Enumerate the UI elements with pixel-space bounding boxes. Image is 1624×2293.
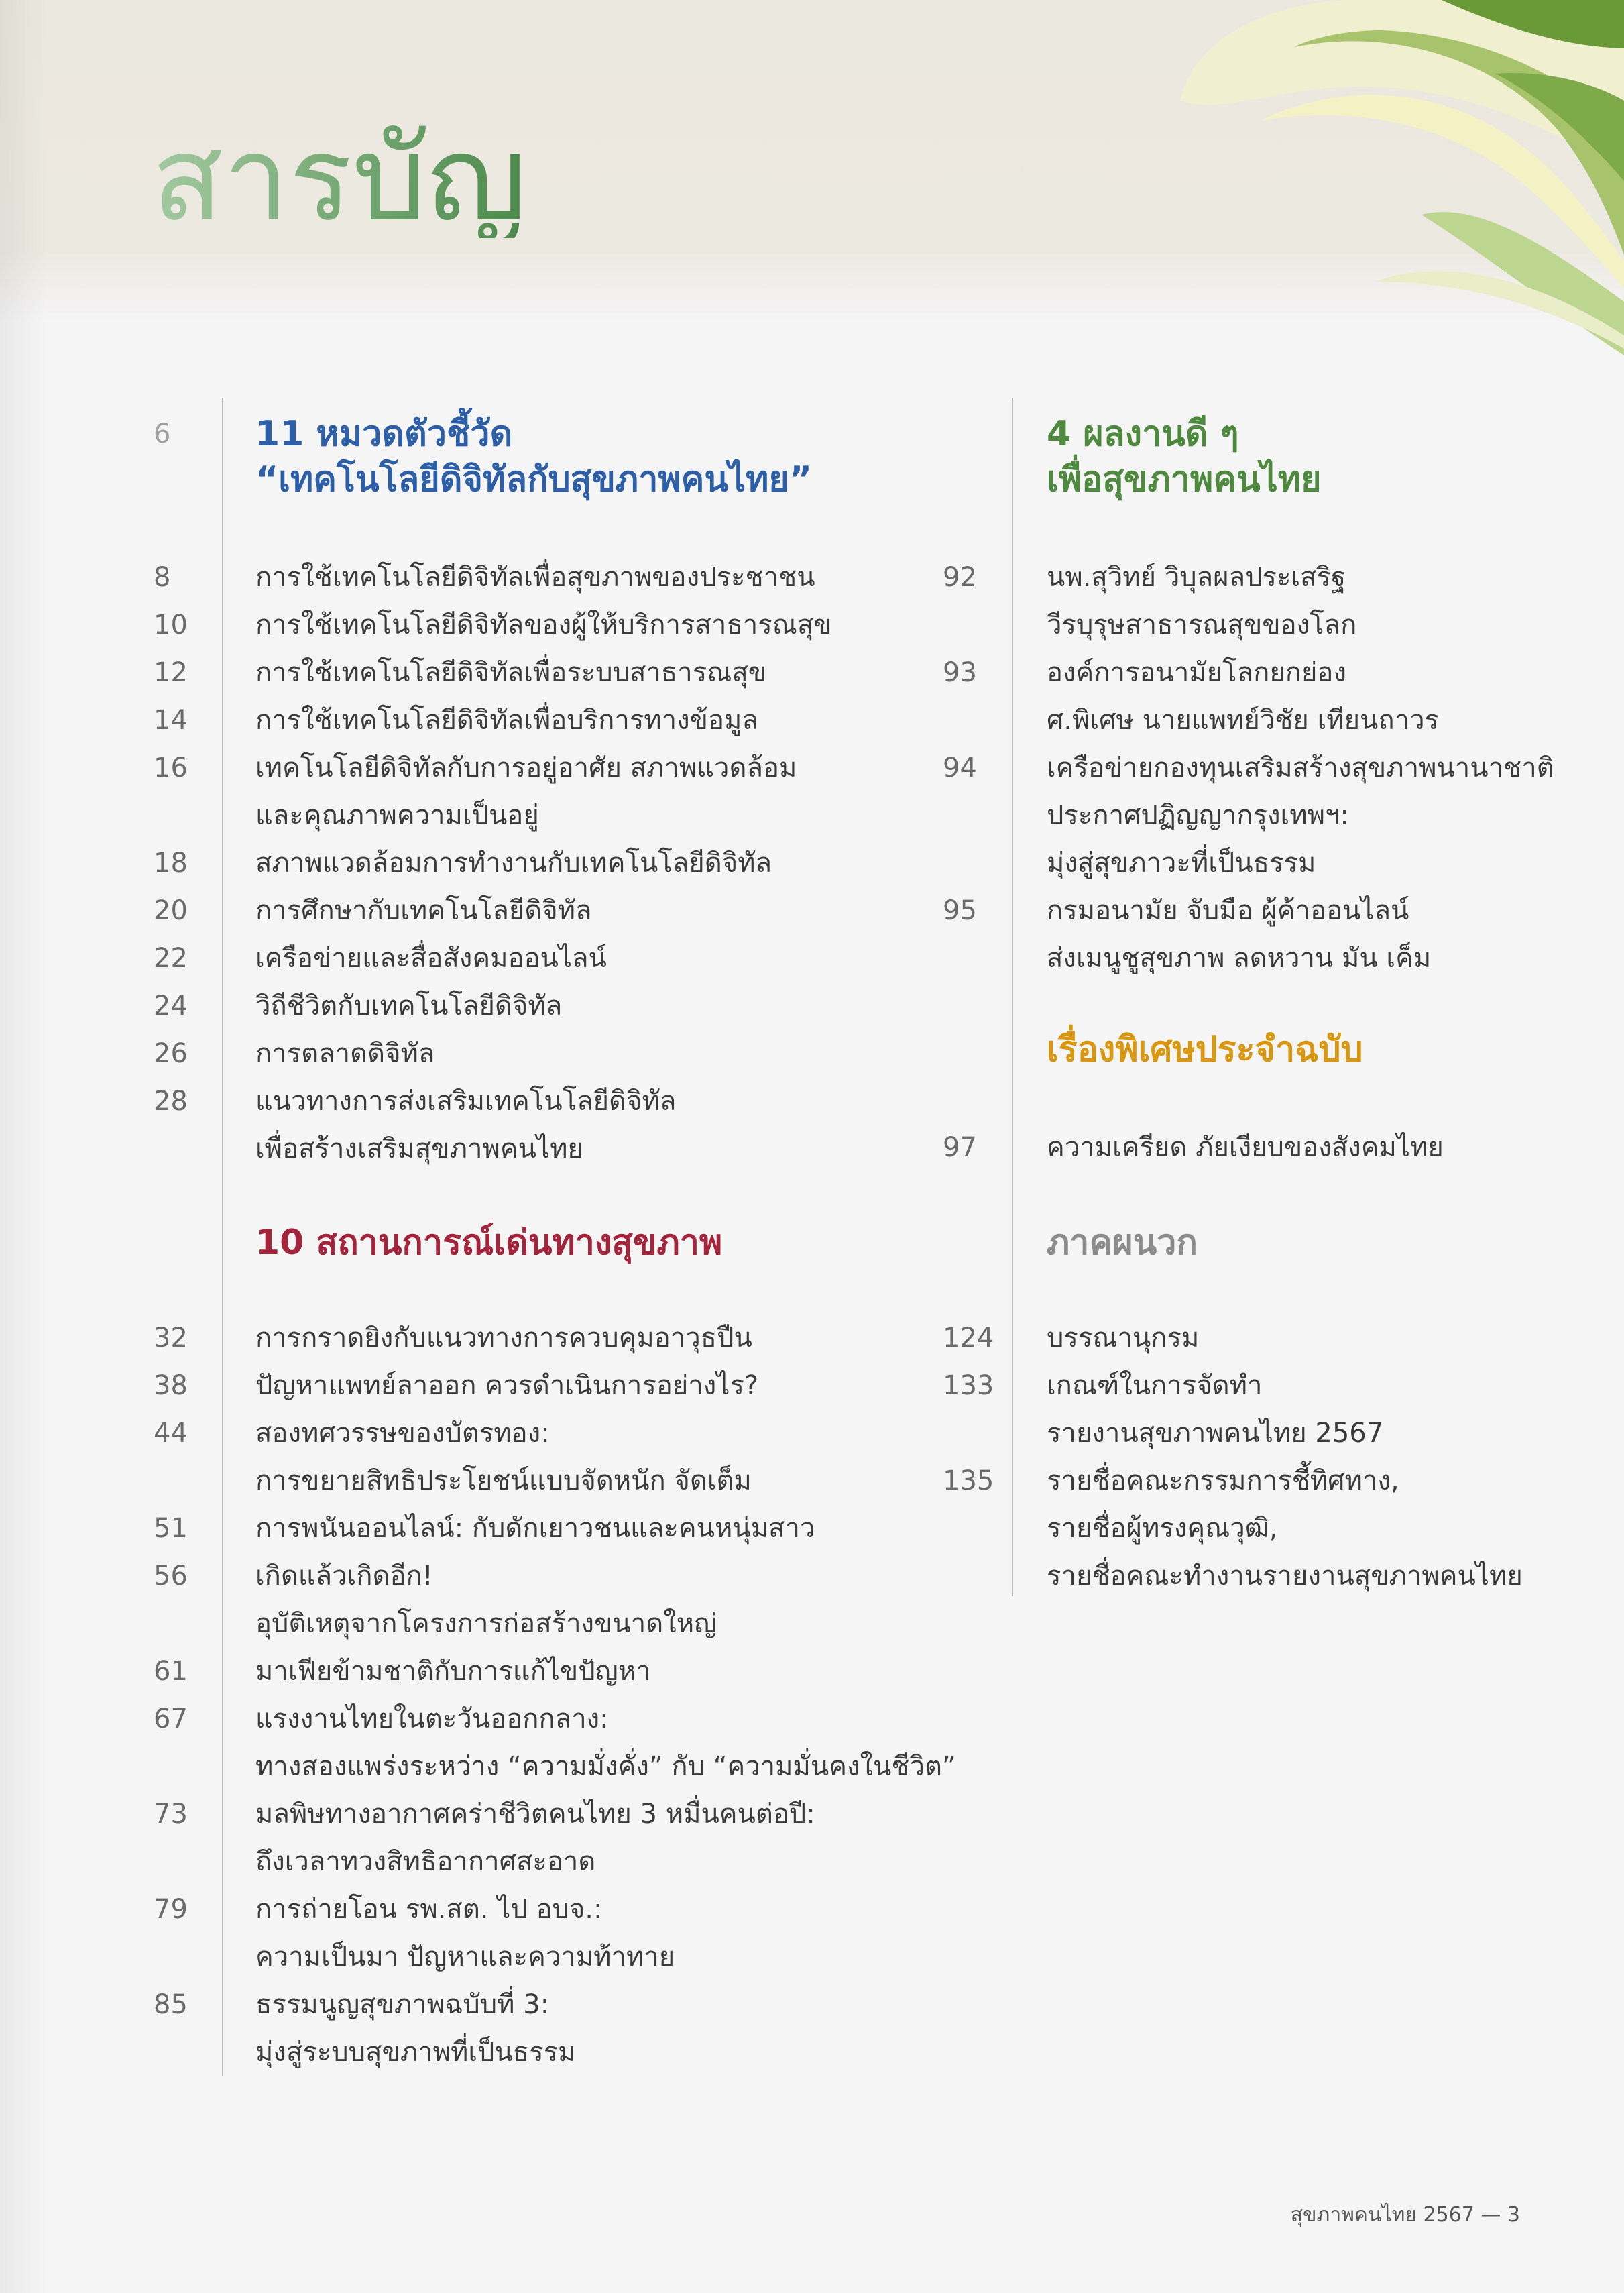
page-number: 44 xyxy=(154,1418,188,1449)
entry-title: องค์การอนามัยโลกยกย่อง xyxy=(1047,657,1346,688)
entry-title: การใช้เทคโนโลยีดิจิทัลเพื่อระบบสาธารณสุข xyxy=(255,657,767,688)
toc-entry xyxy=(154,602,832,649)
page-number: 26 xyxy=(154,1038,188,1069)
page-number: 38 xyxy=(154,1370,188,1401)
toc-entry xyxy=(154,983,832,1030)
page-number: 92 xyxy=(943,562,977,593)
entry-title: กรมอนามัย จับมือ ผู้ค้าออนไลน์ xyxy=(1047,895,1409,926)
toc-entry xyxy=(154,887,832,935)
page-number: 12 xyxy=(154,657,188,688)
entry-title: นพ.สุวิทย์ วิบุลผลประเสริฐ xyxy=(1047,562,1346,593)
toc-entry xyxy=(154,554,832,602)
toc-entry xyxy=(154,1695,956,1791)
section-heading-line: 10 สถานการณ์เด่นทางสุขภาพ xyxy=(255,1223,723,1263)
toc-entry xyxy=(154,697,832,744)
section-entries-situations xyxy=(154,1315,956,2076)
entry-title: สภาพแวดล้อมการทำงานกับเทคโนโลยีดิจิทัล xyxy=(255,848,772,879)
section-page-number: 6 xyxy=(154,418,171,449)
section-heading-good-works xyxy=(943,411,1322,502)
entry-title: การใช้เทคโนโลยีดิจิทัลเพื่อบริการทางข้อมูล xyxy=(255,705,758,736)
entry-title: เครือข่ายและสื่อสังคมออนไลน์ xyxy=(255,943,607,974)
entry-title-continued: มุ่งสู่สุขภาวะที่เป็นธรรม xyxy=(1047,848,1316,879)
entry-title: เกณฑ์ในการจัดทำ xyxy=(1047,1370,1263,1401)
entry-title: บรรณานุกรม xyxy=(1047,1323,1200,1353)
page-number: 133 xyxy=(943,1370,994,1401)
entry-title: การศึกษากับเทคโนโลยีดิจิทัล xyxy=(255,895,592,926)
entry-title-continued: ประกาศปฏิญญากรุงเทพฯ: xyxy=(1047,800,1349,831)
page-number: 93 xyxy=(943,657,977,688)
toc-entry xyxy=(943,744,1554,887)
toc-entry xyxy=(943,1315,1523,1362)
entry-title-continued: รายชื่อคณะทำงานรายงานสุขภาพคนไทย xyxy=(1047,1561,1523,1591)
entry-title-continued: อุบัติเหตุจากโครงการก่อสร้างขนาดใหญ่ xyxy=(255,1608,717,1639)
toc-entry xyxy=(943,1457,1523,1600)
entry-title-continued: การขยายสิทธิประโยชน์แบบจัดหนัก จัดเต็ม xyxy=(255,1465,752,1496)
page-title: สารบัญ xyxy=(152,111,527,247)
toc-entry xyxy=(943,887,1554,983)
toc-entry xyxy=(154,744,832,840)
toc-entry xyxy=(154,840,832,887)
entry-title: รายชื่อคณะกรรมการชี้ทิศทาง, xyxy=(1047,1465,1399,1496)
page-number: 8 xyxy=(154,562,171,593)
entry-title-continued: ความเป็นมา ปัญหาและความท้าทาย xyxy=(255,1942,675,1972)
toc-entry xyxy=(943,554,1554,649)
entry-title: มาเฟียข้ามชาติกับการแก้ไขปัญหา xyxy=(255,1656,651,1687)
section-heading-line: เรื่องพิเศษประจำฉบับ xyxy=(1047,1029,1363,1070)
section-heading-indicators xyxy=(154,411,812,502)
entry-title: ธรรมนูญสุขภาพฉบับที่ 3: xyxy=(255,1989,550,2020)
page-number: 61 xyxy=(154,1656,188,1687)
section-entries-special-feature xyxy=(943,1124,1444,1172)
entry-title: การถ่ายโอน รพ.สต. ไป อบจ.: xyxy=(255,1894,603,1925)
page-number: 16 xyxy=(154,752,188,783)
page-number: 124 xyxy=(943,1323,994,1353)
section-heading-appendix xyxy=(943,1220,1198,1266)
entry-title-continued: วีรบุรุษสาธารณสุขของโลก xyxy=(1047,610,1357,640)
entry-title-continued: รายชื่อผู้ทรงคุณวุฒิ, xyxy=(1047,1513,1278,1544)
section-heading-situations xyxy=(154,1220,722,1266)
section-heading-line: เพื่อสุขภาพคนไทย xyxy=(1047,459,1322,500)
toc-entry xyxy=(943,1124,1444,1172)
entry-title: สองทศวรรษของบัตรทอง: xyxy=(255,1418,550,1449)
page-number: 94 xyxy=(943,752,977,783)
toc-entry xyxy=(943,1362,1523,1457)
page-number: 97 xyxy=(943,1132,977,1163)
entry-title: แนวทางการส่งเสริมเทคโนโลยีดิจิทัล xyxy=(255,1086,677,1117)
section-heading-special-feature xyxy=(943,1027,1363,1072)
entry-title-continued: รายงานสุขภาพคนไทย 2567 xyxy=(1047,1418,1384,1449)
toc-entry xyxy=(154,1410,956,1505)
entry-title-continued: และคุณภาพความเป็นอยู่ xyxy=(255,800,539,831)
entry-title-continued: ถึงเวลาทวงสิทธิอากาศสะอาด xyxy=(255,1846,596,1877)
page-number: 85 xyxy=(154,1989,188,2020)
entry-title: เครือข่ายกองทุนเสริมสร้างสุขภาพนานาชาติ xyxy=(1047,752,1554,783)
section-heading-line: 11 หมวดตัวชี้วัด xyxy=(255,414,513,454)
page-number: 18 xyxy=(154,848,188,879)
toc-entry xyxy=(943,649,1554,744)
toc-entry xyxy=(154,1553,956,1648)
page-number: 73 xyxy=(154,1799,188,1830)
entry-title-continued: ทางสองแพร่งระหว่าง “ความมั่งคั่ง” กับ “ความมั่นคงในชีวิต” xyxy=(255,1751,956,1782)
entry-title: เทคโนโลยีดิจิทัลกับการอยู่อาศัย สภาพแวดล้อม xyxy=(255,752,797,783)
entry-title: ความเครียด ภัยเงียบของสังคมไทย xyxy=(1047,1132,1444,1163)
toc-entry xyxy=(154,1648,956,1695)
section-entries-appendix xyxy=(943,1315,1523,1600)
page-number: 28 xyxy=(154,1086,188,1117)
entry-title: มลพิษทางอากาศคร่าชีวิตคนไทย 3 หมื่นคนต่อปี: xyxy=(255,1799,815,1830)
entry-title-continued: เพื่อสร้างเสริมสุขภาพคนไทย xyxy=(255,1133,583,1164)
entry-title: การใช้เทคโนโลยีดิจิทัลเพื่อสุขภาพของประชาชน xyxy=(255,562,815,593)
toc-entry xyxy=(154,1886,956,1981)
entry-title: การพนันออนไลน์: กับดักเยาวชนและคนหนุ่มสาว xyxy=(255,1513,815,1544)
page-number: 32 xyxy=(154,1323,188,1353)
entry-title-continued: มุ่งสู่ระบบสุขภาพที่เป็นธรรม xyxy=(255,2037,576,2068)
page-number: 79 xyxy=(154,1894,188,1925)
entry-title: แรงงานไทยในตะวันออกกลาง: xyxy=(255,1703,609,1734)
page-number: 24 xyxy=(154,991,188,1021)
page-number: 14 xyxy=(154,705,188,736)
entry-title-continued: ส่งเมนูชูสุขภาพ ลดหวาน มัน เค็ม xyxy=(1047,943,1432,974)
entry-title-continued: ศ.พิเศษ นายแพทย์วิชัย เทียนถาวร xyxy=(1047,705,1440,736)
page-number: 56 xyxy=(154,1561,188,1591)
entry-title: วิถีชีวิตกับเทคโนโลยีดิจิทัล xyxy=(255,991,563,1021)
toc-entry xyxy=(154,649,832,697)
page-number: 22 xyxy=(154,943,188,974)
toc-entry xyxy=(154,1981,956,2076)
toc-entry xyxy=(154,1315,956,1362)
section-heading-line: ภาคผนวก xyxy=(1047,1223,1198,1263)
page-number: 67 xyxy=(154,1703,188,1734)
page-footer: สุขภาพคนไทย 2567 — 3 xyxy=(1290,2203,1520,2227)
entry-title: การกราดยิงกับแนวทางการควบคุมอาวุธปืน xyxy=(255,1323,752,1353)
toc-entry xyxy=(154,1362,956,1410)
entry-title: เกิดแล้วเกิดอีก! xyxy=(255,1561,433,1591)
toc-entry xyxy=(154,935,832,983)
toc-entry xyxy=(154,1030,832,1078)
entry-title: การตลาดดิจิทัล xyxy=(255,1038,435,1069)
section-entries-indicators xyxy=(154,554,832,1173)
page-number: 10 xyxy=(154,610,188,640)
toc-entry xyxy=(154,1078,832,1173)
section-entries-good-works xyxy=(943,554,1554,983)
entry-title: การใช้เทคโนโลยีดิจิทัลของผู้ให้บริการสาธารณสุข xyxy=(255,610,832,640)
section-heading-line: 4 ผลงานดี ๆ xyxy=(1047,414,1239,454)
toc-entry xyxy=(154,1791,956,1886)
page-number: 51 xyxy=(154,1513,188,1544)
section-heading-line: “เทคโนโลยีดิจิทัลกับสุขภาพคนไทย” xyxy=(255,459,813,500)
entry-title: ปัญหาแพทย์ลาออก ควรดำเนินการอย่างไร? xyxy=(255,1370,759,1401)
toc-entry xyxy=(154,1505,956,1553)
page-number: 20 xyxy=(154,895,188,926)
page-number: 135 xyxy=(943,1465,994,1496)
page-number: 95 xyxy=(943,895,977,926)
